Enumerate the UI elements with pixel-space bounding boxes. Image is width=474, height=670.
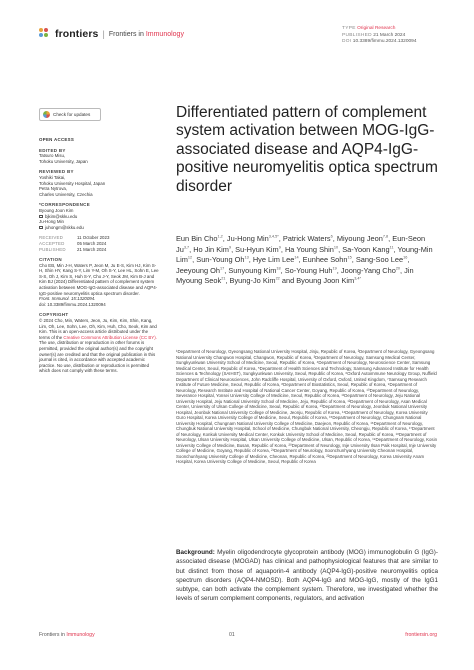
cc-by-license-link[interactable]: Creative Commons Attribution License (CC BY). [63, 334, 157, 340]
affiliations: ¹Department of Neurology, Gyeongsang National University Hospital, Jinju, Republic of Korea, ²Department of Neurology, Gyeongsang National University Changwon Hospital, Changwon, Republic of Korea, ³Department of Neurology, Samsung Medical Center, Sungkyunkwan University School of Medicine, Seoul, Republic of Korea, ⁴Department of Neurology, Neuroscience Center, Samsung Medical Center, Seoul, Republic of Korea, ⁵Department of Health Sciences and Technology, Samsung Advanced Institute for Health Sciences & Technology (SAIHST), Sungkyunkwan University, Seoul, Republic of Korea, ⁶Oxford Autoimmune Neurology Group, Nuffield Department of Clinical Neurosciences, John Radcliffe Hospital, University of Oxford, Oxford, United Kingdom, ⁷Samsung Research Institute of Future Medicine, Seoul, Republic of Korea, ⁸Department of Biostatistics, Seoul, Republic of Korea, ⁹Department of Neurology, Research Institute and Hospital of National Cancer Center, Goyang, Republic of Korea, ¹⁰Department of Neurology, Severance Hospital, Yonsei University College of Medicine, Seoul, Republic of Korea, ¹¹Department of Neurology, Jeju National University Hospital, Jeju National University School of Medicine, Jeju, Republic of Korea, ¹²Department of Neurology, Asan Medical Center, University of Ulsan College of Medicine, Seoul, Republic of Korea, ¹³Department of Neurology, Jeonbuk National University Hospital, Jeonbuk National University College of Medicine, Jeonju, Republic of Korea, ¹⁴Department of Neurology, Korea University Guro Hospital, Korea University College of Medicine, Seoul, Republic of Korea, ¹⁵Department of Neurology, Chungnam National University Hospital, Chungnam National University College of Medicine, Daejeon, Republic of Korea, ¹⁶Department of Neurology, Chungbuk National University Hospital, School of Medicine, Chungbuk National University, Cheongju, Republic of Korea, ¹⁷Department of Neurology, Konkuk University Medical Center, Konkuk University School of Medicine, Seoul, Republic of Korea, ¹⁸Department of Neurology, Ulsan University Hospital, Ulsan University College of Medicine, Ulsan, Republic of Korea, ¹⁹Department of Neurology, Kosin University College of Medicine, Busan, Republic of Korea, ²⁰Department of Neurology, Inje University Ilsan Paik Hospital, Inje University College of Medicine, Goyang, Republic of Korea, ²¹Department of Neurology, Soonchunhyang University Cheonan Hospital, Soonchunhyang University College of Medicine, Cheonan, Republic of Korea, ²²Department of Neurology, Korea University Anam Hospital, Korea University College of Medicine, Seoul, Republic of Korea [176, 349, 437, 464]
email-icon [39, 226, 43, 229]
author-name: Ha Young Shin [284, 244, 334, 254]
author-name: Sang-Soo Lee [355, 255, 404, 265]
corresponding-email[interactable]: bjkim@skku.edu [45, 213, 78, 219]
author-name: Eun-Seon Ju [176, 234, 426, 254]
author-separator: , [400, 265, 405, 275]
author-separator: , [338, 244, 343, 254]
author-affiliation-marker: 10 [333, 245, 339, 250]
copyright-heading: COPYRIGHT [39, 312, 69, 318]
published-date: 21 March 2024 [373, 32, 406, 38]
author-affiliation-marker: 14 [294, 255, 299, 260]
author-name: Jin Myoung Seok [176, 265, 414, 286]
author-affiliation-marker: 9 [278, 245, 281, 250]
author-separator: , [332, 234, 337, 243]
author-affiliation-marker: 7,8 [382, 234, 389, 239]
doi: 10.3389/fimmu.2024.1320094 [352, 39, 417, 45]
author-affiliation-marker: 22 [275, 276, 280, 281]
author-separator: and [279, 276, 297, 286]
author-name: Eun Bin Cho [176, 234, 218, 243]
author-separator: , [248, 255, 253, 265]
received-label: RECEIVED [39, 235, 64, 241]
abstract-label: Background: [176, 549, 215, 556]
author-name: Hye Lim Lee [252, 255, 295, 265]
frontiers-logo-icon [39, 28, 51, 40]
author-name: Byung-Jo Kim [229, 276, 276, 286]
article-meta: TYPE Original Research PUBLISHED 21 March 2024 DOI 10.3389/fimmu.2024.1320094 [342, 26, 417, 45]
author-affiliation-marker: 13 [244, 255, 249, 260]
author-name: Byoung Joon Kim [296, 276, 355, 286]
check-for-updates-button[interactable] [39, 108, 101, 121]
author-name: Sunyoung Kim [228, 265, 277, 275]
author-affiliation-marker: 12 [187, 255, 193, 260]
copyright-text: © 2024 Cho, Min, Waters, Jeon, Ju, Kim, Kim, Shin, Kang, Lim, Oh, Lee, Sohn, Lee, Oh, Kim, Huh, Cho, Seok, Kim and Kim. This is an open-access article distributed under the terms of the Creative Commons Attribution License (CC BY). The use, distribution or reproduction in other forums is permitted, provided the original author(s) and the copyright owner(s) are credited and that the original publication in this journal is cited, in accordance with accepted academic practice. No use, distribution or reproduction is permitted which does not comply with these terms. [39, 318, 157, 374]
corresponding-author: Ju-Hong Min [39, 219, 64, 225]
citation-journal: Front. Immunol. 15:1320094. [39, 296, 96, 302]
accepted-label: ACCEPTED [39, 240, 65, 246]
author-name: Ho Jin Kim [193, 244, 229, 254]
author-separator: , [280, 265, 285, 275]
reviewer-name: Petra Nytrova, [39, 186, 68, 192]
author-name: Patrick Waters [282, 234, 331, 243]
author-separator: , [189, 244, 194, 254]
editor-affiliation: Tohoku University, Japan [39, 158, 88, 164]
editor-name: Tatsuro Misu, [39, 153, 66, 159]
abstract-text: Myelin oligodendrocyte glycoprotein antibody (MOG) immunoglobulin G (IgG)-associated disease (MOGAD) has clinical and pathophysiological features that are similar to but distinct from those of aquaporin-4 antibody (AQP4-IgG)-positive neuromyelitis optica spectrum disorders (AQP4-NMOSD). Both AQP4-IgG and MOG-IgG, mostly of the IgG1 subtype, can both activate the complement system. Therefore, we investigated whether the levels of serum complement components, regulators, and activation [176, 549, 439, 603]
author-separator: , [388, 234, 393, 243]
author-separator: , [407, 255, 410, 265]
author-affiliation-marker: 20 [395, 266, 401, 271]
reviewer-affiliation: Tohoku University Hospital, Japan [39, 180, 106, 186]
citation-text: Cho EB, Min J-H, Waters P, Jeon M, Ju E-S, Kim HJ, Kim S-H, Shin HY, Kang S-Y, Lim Y-M, Oh S-Y, Lee HL, Sohn E, Lee S-S, Oh J, Kim S, Huh S-Y, Cho J-Y, Seok JM, Kim B-J and Kim BJ (2024) Differentiated pattern of complement system activation between MOG-IgG-associated disease and AQP4-IgG-positive neuromyelitis optica spectrum disorder. [39, 262, 159, 296]
received-date: 11 October 2023 [77, 235, 110, 241]
author-name: Ju-Hong Min [226, 234, 269, 243]
author-affiliation-marker: 17 [219, 266, 225, 271]
author-affiliation-marker: 3,4,5* [268, 234, 279, 239]
author-separator: , [298, 255, 303, 265]
corresponding-author: Byoung Joon Kim [39, 207, 74, 213]
author-affiliation-marker: 11 [389, 245, 394, 250]
author-affiliation-marker: 18 [276, 266, 281, 271]
author-name: So-Young Huh [284, 265, 333, 275]
author-affiliation-marker: 19 [332, 266, 337, 271]
brand-name: frontiers [55, 28, 99, 40]
reviewed-by-heading: REVIEWED BY [39, 169, 74, 175]
check-for-updates-label: Check for updates [53, 112, 91, 117]
accepted-date: 05 March 2024 [77, 240, 107, 246]
author-affiliation-marker: 16 [403, 255, 408, 260]
author-separator: , [225, 276, 230, 286]
citation-doi: doi: 10.3389/fimmu.2024.1320094 [39, 301, 106, 307]
author-name: Sa-Yoon Kang [342, 244, 390, 254]
footer-site-link[interactable]: frontiersin.org [405, 632, 437, 638]
crossmark-icon [43, 111, 50, 118]
author-separator: , [336, 265, 341, 275]
published-label: PUBLISHED [39, 246, 66, 252]
abstract [176, 548, 438, 604]
article-title: Differentiated pattern of complement system activation between MOG-IgG-associated disease and AQP4-IgG-positive neuromyelitis optica spectrum disorder [176, 104, 438, 195]
footer-journal: Frontiers in Immunology [39, 632, 95, 638]
frontiers-logo[interactable] [39, 28, 184, 40]
author-affiliation-marker: 9 [228, 245, 232, 250]
article-type: Original Research [357, 26, 396, 31]
author-name: Young-Min Lim [176, 244, 433, 265]
author-separator: , [224, 265, 229, 275]
author-separator: , [222, 234, 227, 243]
reviewer-affiliation: Charles University, Czechia [39, 191, 93, 197]
author-separator: , [192, 255, 197, 265]
email-icon [39, 215, 43, 218]
author-separator: , [280, 244, 285, 254]
correspondence-heading: *CORRESPONDENCE [39, 202, 91, 208]
author-affiliation-marker: 21 [221, 276, 226, 281]
author-name: Su-Hyun Kim [235, 244, 279, 254]
author-affiliation-marker: 3,4* [354, 276, 361, 281]
author-name: Eunhee Sohn [302, 255, 348, 265]
author-affiliation-marker: 6 [330, 234, 333, 239]
author-separator: , [351, 255, 356, 265]
author-name: Joong-Yang Cho [340, 265, 396, 275]
author-separator: , [231, 244, 236, 254]
author-list [176, 234, 438, 287]
logo-separator: | [102, 29, 105, 39]
citation-heading: CITATION [39, 257, 62, 263]
author-name: Sun-Young Oh [196, 255, 245, 265]
journal-name: Frontiers in Immunology [108, 30, 184, 38]
published-date: 21 March 2024 [77, 246, 107, 252]
reviewer-name: Yoshiki Takai, [39, 174, 66, 180]
article-sidebar [39, 137, 159, 374]
author-affiliation-marker: 15 [347, 255, 352, 260]
page-number: 01 [229, 632, 235, 638]
corresponding-email[interactable]: juhongm@skku.edu [45, 224, 84, 230]
author-affiliation-marker: 1,2 [217, 234, 223, 239]
edited-by-heading: EDITED BY [39, 147, 66, 153]
author-affiliation-marker: 3,7 [183, 245, 190, 250]
author-name: Miyoung Jeon [336, 234, 383, 243]
open-access-label: OPEN ACCESS [39, 137, 75, 142]
author-separator: , [393, 244, 398, 254]
author-separator: , [278, 234, 283, 243]
author-name: Jeeyoung Oh [176, 265, 220, 275]
